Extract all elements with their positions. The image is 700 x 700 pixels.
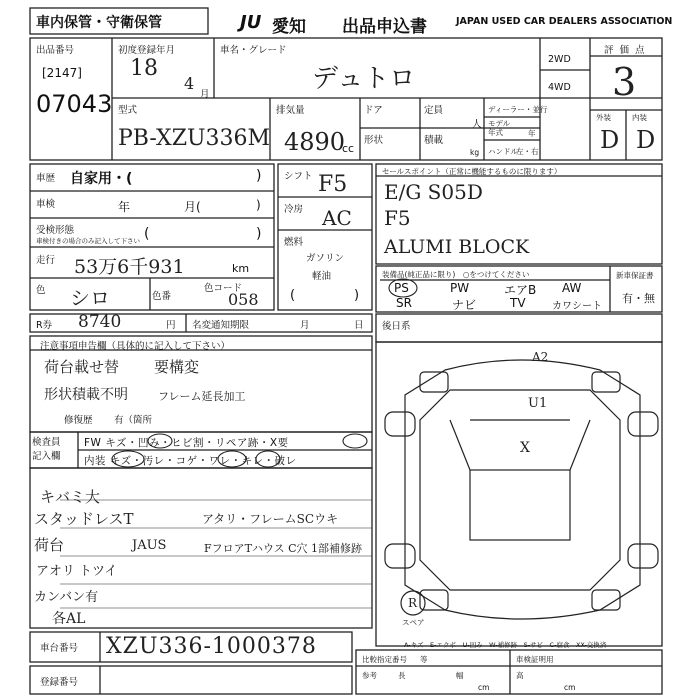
- first-reg-month: 4: [184, 74, 195, 93]
- displacement-label: 排気量: [276, 105, 305, 116]
- exterior-label: 外装: [596, 113, 611, 122]
- sales-point-label: セールスポイント（正常に機能するものに限ります）: [382, 167, 562, 176]
- colorcode-value: 058: [228, 290, 259, 309]
- recycle-value: 8740: [78, 312, 122, 332]
- hw-note-6: 各AL: [52, 611, 86, 627]
- handle-label: ハンドル: [488, 147, 518, 156]
- later-label: 後日系: [382, 321, 411, 332]
- legend-designated: 比較指定番号: [362, 655, 407, 664]
- legend-cm-1: cm: [478, 683, 490, 692]
- capacity-label: 定員: [424, 105, 444, 116]
- fuel-gas: ガソリン: [306, 253, 345, 264]
- recv-paren-open: (: [144, 226, 150, 242]
- notes-line-4: フレーム延長加工: [158, 390, 246, 403]
- history-close: ): [256, 168, 262, 184]
- notes-line-2: 要構変: [154, 358, 200, 376]
- form-title: 出品申込書: [342, 17, 427, 37]
- legend-width: 幅: [456, 671, 464, 680]
- spare-label: スペア: [402, 618, 425, 627]
- hw-note-4: アオリ トツイ: [36, 564, 118, 579]
- inspector-interior-row: 内装 キズ・汚レ・コゲ・ワレ・キレ・破レ: [84, 455, 297, 467]
- hw-note-5: カンバン有: [34, 590, 99, 605]
- aircon-value: AC: [322, 206, 352, 230]
- rating-score: 3: [612, 60, 637, 104]
- interior-label: 内装: [632, 113, 647, 122]
- model-year-label: モデル 年式: [488, 119, 511, 137]
- hw-note-3: 荷台: [34, 536, 65, 554]
- notes-line-1: 荷台載せ替: [44, 358, 120, 376]
- colorcode-label: 色コード: [204, 283, 243, 294]
- load-label: 積載: [424, 135, 444, 146]
- legend-designated-sub: 等: [420, 655, 428, 664]
- recycle-label: R券: [36, 320, 53, 331]
- mileage-label: 走行: [36, 255, 56, 266]
- hw-note-8: JAUS: [132, 538, 167, 553]
- sales-point-line-3: ALUMI BLOCK: [384, 236, 530, 258]
- registration-label: 登録番号: [40, 677, 79, 688]
- diagram-x-mark: X: [520, 440, 530, 456]
- shift-value: F5: [318, 172, 348, 197]
- repair-value: 有（箇所: [114, 415, 153, 426]
- history-label: 車歴: [36, 173, 56, 184]
- legend-length: 長: [398, 671, 406, 680]
- recycle-unit: 円: [166, 320, 176, 331]
- car-name-label: 車名・グレード: [220, 45, 287, 56]
- legend-height: 高: [516, 671, 524, 680]
- lot-sub: [2147]: [42, 66, 82, 80]
- storage-tag: 車内保管・守衛保管: [36, 15, 162, 31]
- expiry-month: 月: [300, 320, 310, 331]
- capacity-unit: 人: [472, 119, 482, 130]
- model-value: PB-XZU336M: [118, 126, 271, 151]
- color-value: シロ: [70, 286, 110, 310]
- recv-note: 車検付きの場合のみ記入して下さい: [36, 237, 140, 245]
- equip-pw: PW: [450, 281, 470, 295]
- first-reg-year: 18: [130, 56, 158, 81]
- lot-label: 出品番号: [36, 45, 75, 56]
- model-label: 型式: [118, 105, 138, 116]
- fuel-paren-close: ): [354, 288, 360, 303]
- recv-label: 受検形態: [36, 225, 75, 236]
- history-value: 自家用・(: [70, 171, 133, 187]
- equip-leather: カワシート: [552, 301, 602, 312]
- fuel-diesel: 軽油: [312, 271, 332, 282]
- interior-score: D: [636, 126, 656, 154]
- drive-4wd: 4WD: [548, 82, 571, 93]
- diagram-a-mark: A2: [532, 350, 549, 364]
- ju-logo: JU: [240, 12, 262, 33]
- fuel-label: 燃料: [284, 237, 304, 248]
- shape-label: 形状: [364, 135, 384, 146]
- inspection-month: 月(: [184, 200, 201, 214]
- car-name-value: デュトロ: [312, 64, 416, 94]
- equip-sr: SR: [396, 296, 412, 310]
- equip-aw: AW: [562, 281, 582, 295]
- sales-point-line-1: E/G S05D: [384, 180, 483, 204]
- dealer-label: ディーラー・並行: [488, 105, 548, 114]
- warranty-label: 新車保証書: [616, 271, 654, 280]
- equip-tv: TV: [510, 296, 526, 310]
- inspector-label: 検査員 記入欄: [32, 437, 61, 462]
- equip-airbag: エアB: [504, 283, 537, 297]
- inspector-fw-row: FW キズ・凹み・ヒビ割・リペア跡・X要: [84, 437, 289, 449]
- association-name: JAPAN USED CAR DEALERS ASSOCIATION: [456, 16, 673, 27]
- diagram-u-mark: U1: [528, 396, 548, 411]
- repair-label: 修復歴: [64, 415, 93, 426]
- lot-number: 07043: [36, 90, 113, 118]
- notes-label: 注意事項申告欄（具体的に記入して下さい）: [40, 341, 231, 352]
- exterior-score: D: [600, 126, 620, 154]
- sales-point-line-2: F5: [384, 206, 411, 230]
- equip-navi: ナビ: [452, 298, 477, 312]
- color-label: 色: [36, 285, 46, 296]
- door-label: ドア: [364, 105, 383, 116]
- displacement-unit: cc: [342, 142, 355, 155]
- hw-note-2: スタッドレスT: [34, 510, 134, 528]
- drive-2wd: 2WD: [548, 54, 571, 65]
- color-code-label: 色番: [152, 291, 172, 302]
- rating-label: 評価点: [604, 45, 651, 56]
- car-diagram: [385, 360, 658, 619]
- recv-paren-close: ): [256, 226, 262, 242]
- legend-ref: 参考: [362, 671, 377, 680]
- fuel-paren-open: (: [290, 288, 296, 303]
- shift-label: シフト: [284, 171, 313, 182]
- hw-note-7: アタリ・フレームSCウキ: [202, 512, 339, 526]
- inspection-label: 車検: [36, 199, 56, 210]
- inspection-year: 年: [118, 200, 131, 214]
- legend-note: 車検証明用: [516, 655, 554, 664]
- notes-line-3: 形状積載不明: [44, 387, 128, 403]
- mileage-unit: km: [232, 262, 250, 275]
- legend-cm-2: cm: [564, 683, 576, 692]
- inspection-close: ): [256, 198, 261, 212]
- warranty-value: 有・無: [622, 292, 655, 305]
- mileage-value: 53万6千931: [74, 256, 185, 278]
- chassis-value: XZU336-1000378: [106, 634, 317, 659]
- hw-note-1: キバミ大: [40, 488, 101, 506]
- first-reg-month-unit: 月: [200, 89, 210, 100]
- hw-note-9: FフロアTハウス C穴 1部補修跡: [204, 542, 363, 555]
- load-unit: kg: [470, 148, 480, 157]
- year-unit: 年: [528, 129, 536, 138]
- spare-mark: R: [408, 596, 418, 610]
- chassis-label: 車台番号: [40, 643, 79, 654]
- handle-options: 左・右: [516, 147, 539, 156]
- brand-name: 愛知: [272, 17, 306, 37]
- displacement-value: 4890: [284, 128, 346, 156]
- first-reg-label: 初度登録年月: [118, 45, 176, 56]
- expiry-label: 名変通知期限: [192, 320, 250, 331]
- legend-line: A-キズ E-エクボ U-凹み W-補修跡 S-サビ C-腐食 XX-交換済: [404, 641, 607, 649]
- equip-ps: PS: [394, 281, 409, 295]
- expiry-day: 日: [354, 320, 364, 331]
- aircon-label: 冷房: [284, 204, 304, 215]
- equipment-label: 装備品(純正品に限り) ○をつけてください: [382, 270, 530, 279]
